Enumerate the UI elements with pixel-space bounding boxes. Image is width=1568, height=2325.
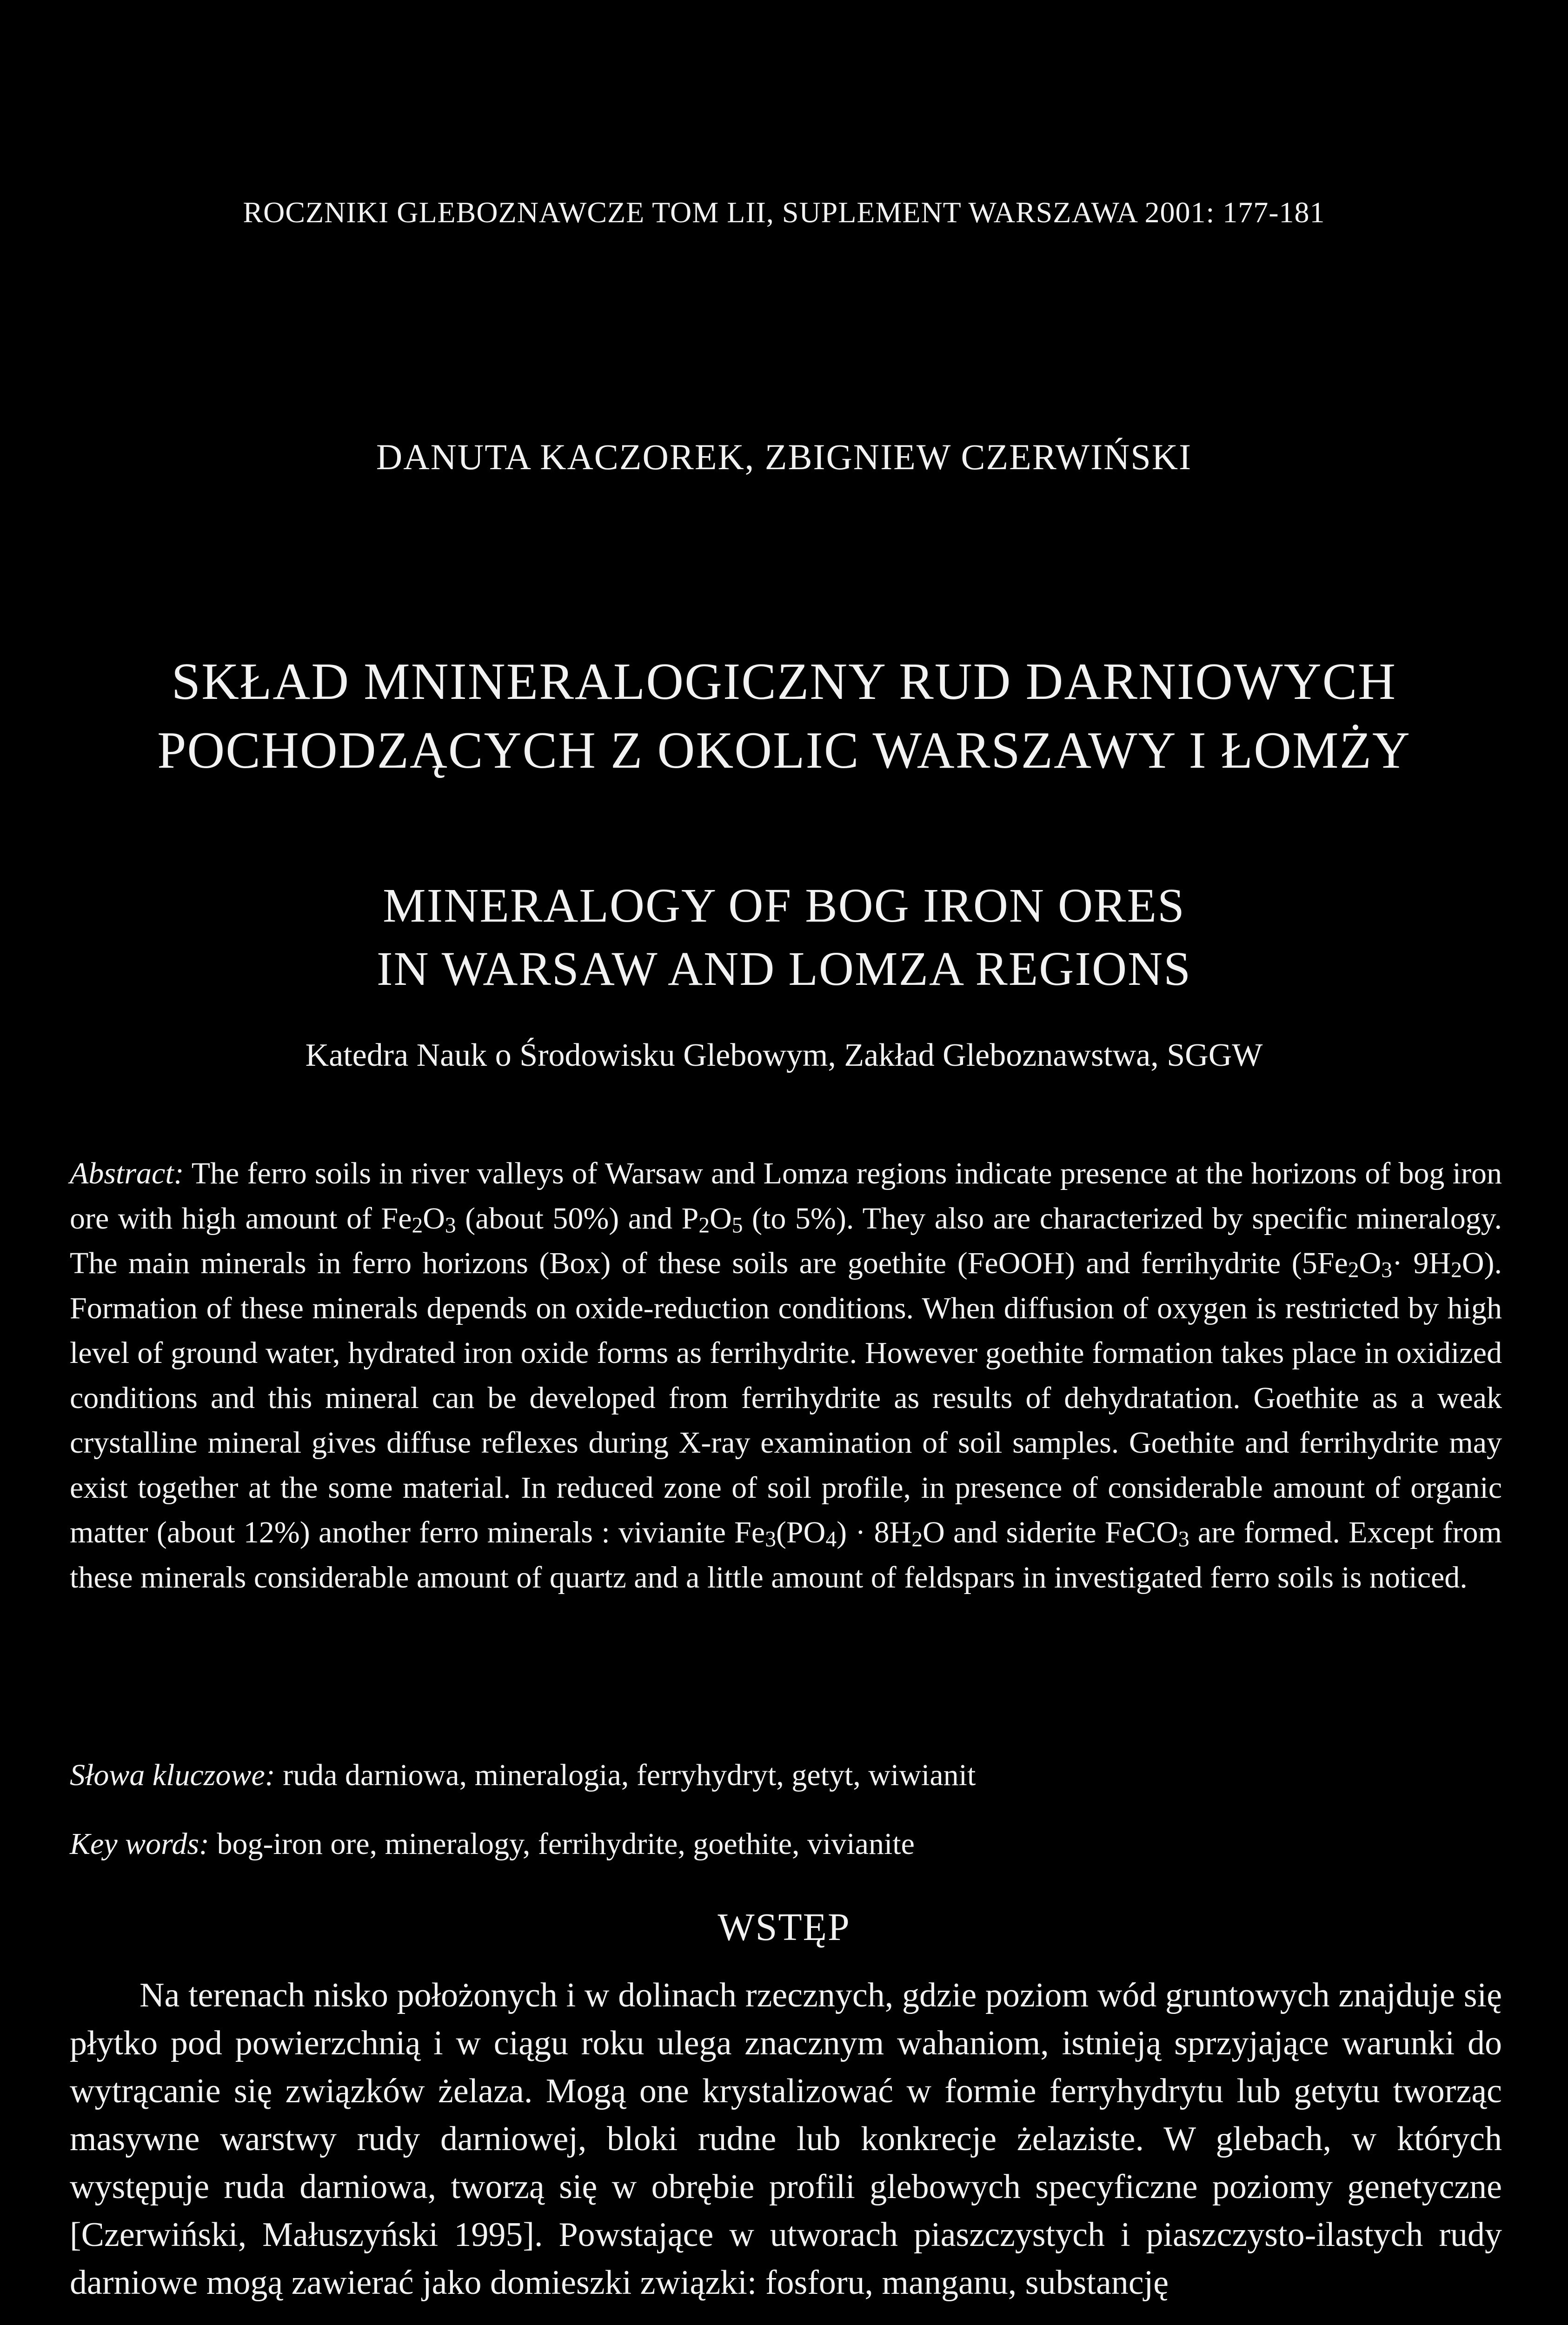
abstract-text: are formed. Except from these minerals considerable amount of quartz and a little amount of feldspars in investigated ferro soils is noticed. (70, 1515, 1502, 1594)
title-english-line-1: MINERALOGY OF BOG IRON ORES (383, 879, 1185, 932)
abstract-text: O (710, 1201, 732, 1236)
subscript: 3 (1178, 1527, 1189, 1552)
affiliation: Katedra Nauk o Środowisku Glebowym, Zakład Gleboznawstwa, SGGW (305, 1037, 1263, 1073)
subscript: 3 (445, 1213, 456, 1238)
authors: DANUTA KACZOREK, ZBIGNIEW CZERWIŃSKI (376, 437, 1192, 477)
section-heading: WSTĘP (718, 1906, 850, 1949)
subscript: 2 (1451, 1258, 1462, 1282)
abstract-text: O and siderite FeCO (923, 1515, 1178, 1549)
abstract-text: · 9H (1392, 1246, 1451, 1280)
subscript: 5 (731, 1213, 743, 1238)
abstract-text: The ferro soils in river valleys of Warsaw and Lomza regions indicate presence at the horizons of bog iron ore with high amount of Fe (70, 1156, 1502, 1236)
subscript: 2 (1348, 1258, 1359, 1282)
keywords-english-text: bog-iron ore, mineralogy, ferrihydrite, goethite, vivianite (209, 1827, 915, 1861)
subscript: 3 (1381, 1258, 1392, 1282)
title-polish-line-1: SKŁAD MNINERALOGICZNY RUD DARNIOWYCH (171, 653, 1397, 711)
abstract (70, 1151, 1502, 1600)
title-polish-line-2: POCHODZĄCYCH Z OKOLIC WARSZAWY I ŁOMŻY (157, 722, 1411, 779)
title-english (0, 874, 1568, 1001)
subscript: 2 (412, 1213, 423, 1238)
subscript: 2 (698, 1213, 710, 1238)
abstract-text: (about 50%) and P (456, 1201, 699, 1236)
abstract-text: O (423, 1201, 445, 1236)
subscript: 4 (825, 1527, 837, 1552)
keywords-english-label: Key words: (70, 1827, 210, 1861)
abstract-text: ) · 8H (837, 1515, 912, 1549)
abstract-label: Abstract: (70, 1156, 184, 1190)
abstract-text: (to 5%). They also are characterized by specific mineralogy. The main minerals in ferro horizons (Box) of these soils are goethite (FeOOH) and ferrihydrite (5Fe (70, 1201, 1502, 1280)
keywords-polish-text: ruda darniowa, mineralogia, ferryhydryt, getyt, wiwianit (275, 1758, 976, 1792)
abstract-text: O (1359, 1246, 1382, 1280)
keywords-english (70, 1827, 1502, 1862)
title-english-line-2: IN WARSAW AND LOMZA REGIONS (376, 942, 1192, 996)
subscript: 3 (765, 1527, 776, 1552)
intro-paragraph: Na terenach nisko położonych i w dolinach rzecznych, gdzie poziom wód gruntowych znajduje się płytko pod powierzchnią i w ciągu roku ulega znacznym wahaniom, istnieją sprzyjające warunki do wytrącanie się związków żelaza. Mogą one krystalizować w formie ferryhydrytu lub getytu tworząc masywne warstwy rudy darniowej, bloki rudne lub konkrecje żelaziste. W glebach, w których występuje ruda darniowa, tworzą się w obrębie profili glebowych specyficzne poziomy genetyczne [Czerwiński, Małuszyński 1995]. Powstające w utworach piaszczystych i piaszczysto-ilastych rudy darniowe mogą zawierać jako domieszki związki: fosforu, manganu, substancję (70, 1976, 1502, 2302)
abstract-text: (PO (776, 1515, 826, 1549)
keywords-polish (70, 1758, 1502, 1793)
keywords-polish-label: Słowa kluczowe: (70, 1758, 275, 1792)
abstract-text: O). Formation of these minerals depends on oxide-reduction conditions. When diffusion of oxygen is restricted by high level of ground water, hydrated iron oxide forms as ferrihydrite. However goethite formation takes place in oxidized conditions and this mineral can be developed from ferrihydrite as results of dehydratation. Goethite as a weak crystalline mineral gives diffuse reflexes during X-ray examination of soil samples. Goethite and ferrihydrite may exist together at the some material. In reduced zone of soil profile, in presence of considerable amount of organic matter (about 12%) another ferro minerals : vivianite Fe (70, 1246, 1502, 1549)
journal-header: ROCZNIKI GLEBOZNAWCZE TOM LII, SUPLEMENT WARSZAWA 2001: 177-181 (243, 196, 1325, 229)
title-polish (0, 647, 1568, 785)
subscript: 2 (911, 1527, 923, 1552)
